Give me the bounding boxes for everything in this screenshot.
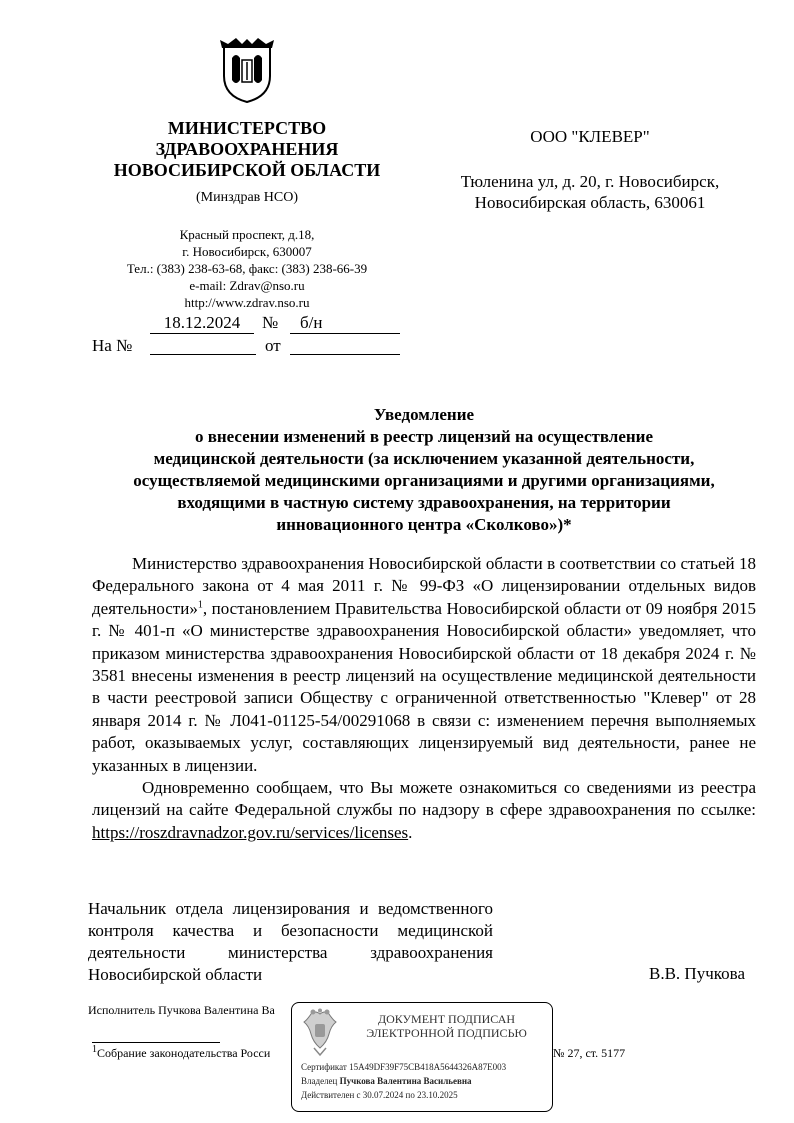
signatory-position: Начальник отдела лицензирования и ведомственного контроля качества и безопасности медицинской деятельности министерства здравоохранения Новосибирской области xyxy=(88,899,493,984)
coat-of-arms-icon xyxy=(218,36,276,104)
electronic-signature-stamp xyxy=(291,1002,553,1112)
body-paragraph xyxy=(92,553,756,777)
paragraph-text: Одновременно сообщаем, что Вы можете ознакомиться со сведениями из реестра лицензий на сайте Федеральной службы по надзору в сфере здравоохранения по ссылке: xyxy=(92,778,756,820)
footnote-marker: 1 xyxy=(92,1044,97,1055)
footnote-ref: 1 xyxy=(197,599,203,611)
contact-city: г. Новосибирск, 630007 xyxy=(182,244,312,259)
notice-title-line: входящими в частную систему здравоохранения, на территории xyxy=(177,493,671,512)
footnote-tail: № 27, ст. 5177 xyxy=(553,1046,626,1060)
stamp-certificate: Сертификат 15A49DF39F75CB418A5644326A87E003 xyxy=(301,1062,507,1072)
notice-title-line: медицинской деятельности (за исключением указанной деятельности, xyxy=(153,449,695,468)
footnote-text: Собрание законодательства Росси xyxy=(97,1046,271,1060)
footnote-divider xyxy=(92,1042,220,1043)
stamp-heading xyxy=(344,1012,549,1040)
contact-email: e-mail: Zdrav@nso.ru xyxy=(189,278,305,293)
ministry-contacts xyxy=(92,226,402,311)
stamp-owner-label: Владелец xyxy=(301,1076,340,1086)
stamp-validity: Действителен с 30.07.2024 по 23.10.2025 xyxy=(301,1090,458,1100)
notice-title-line: Уведомление xyxy=(373,405,475,424)
paragraph-text: Министерство здравоохранения Новосибирской области в соответствии со статьей 18 Федерального закона от 4 мая 2011 г. № 99-ФЗ «О лицензировании отдельных видов деятельности» xyxy=(92,554,756,618)
contact-website: http://www.zdrav.nso.ru xyxy=(184,295,310,310)
recipient-address xyxy=(440,171,740,213)
ministry-title-line: ЗДРАВООХРАНЕНИЯ xyxy=(155,139,339,159)
reference-number-blank xyxy=(150,354,256,355)
paragraph-text: . xyxy=(408,822,413,842)
ministry-short-name: (Минздрав НСО) xyxy=(195,190,299,205)
recipient-address-line: Тюленина ул, д. 20, г. Новосибирск, xyxy=(460,172,720,191)
stamp-owner xyxy=(301,1076,472,1086)
reference-date-blank xyxy=(290,354,400,355)
notice-title-line: инновационного центра «Сколково»)* xyxy=(276,515,572,534)
outgoing-number: б/н xyxy=(290,313,400,334)
registry-link[interactable]: https://roszdravnadzor.gov.ru/services/licenses xyxy=(92,822,409,842)
notice-title-line: о внесении изменений в реестр лицензий на осуществление xyxy=(194,427,654,446)
contact-address: Красный проспект, д.18, xyxy=(179,227,315,242)
notice-title-line: осуществляемой медицинскими организациями и другими организациями, xyxy=(133,471,715,490)
stamp-owner-name: Пучкова Валентина Васильевна xyxy=(339,1076,472,1086)
ministry-title-line: НОВОСИБИРСКОЙ ОБЛАСТИ xyxy=(113,160,381,180)
recipient-address-line: Новосибирская область, 630061 xyxy=(474,193,706,212)
stamp-heading-line: ЭЛЕКТРОННОЙ ПОДПИСЬЮ xyxy=(366,1026,527,1040)
number-sign: № xyxy=(262,313,279,332)
notice-title xyxy=(92,404,756,536)
contact-phone: Тел.: (383) 238-63-68, факс: (383) 238-66-39 xyxy=(126,261,368,276)
ministry-title-line: МИНИСТЕРСТВО xyxy=(167,118,327,138)
executor-line: Исполнитель Пучкова Валентина Ва xyxy=(88,1003,275,1017)
outgoing-date: 18.12.2024 xyxy=(150,313,254,334)
reference-label: На № xyxy=(92,336,133,355)
footnote xyxy=(92,1046,270,1061)
notice-body xyxy=(92,553,756,844)
ministry-title xyxy=(92,118,402,181)
paragraph-text: , постановлением Правительства Новосибирской области от 09 ноября 2015 г. № 401-п «О министерстве здравоохранения Новосибирской области» уведомляет, что приказом министерства здравоохранения Новосибирской области от 18 декабря 2024 г. № 3581 внесены изменения в реестр лицензий на осуществление медицинской деятельности в части реестровой записи Обществу с ограниченной ответственностью "Клевер" от 28 января 2014 г. № Л041-01125-54/00291068 в связи с: изменением перечня выполняемых работ, оказываемых услуг, составляющих лицензируемый вид деятельности, ранее не указанных в лицензии. xyxy=(92,598,756,775)
body-paragraph xyxy=(92,777,756,844)
recipient-name: ООО "КЛЕВЕР" xyxy=(530,127,650,146)
stamp-heading-line: ДОКУМЕНТ ПОДПИСАН xyxy=(377,1012,516,1026)
reference-from-label: от xyxy=(265,336,281,355)
eagle-emblem-icon xyxy=(301,1008,339,1058)
signatory-name: В.В. Пучкова xyxy=(649,964,745,983)
